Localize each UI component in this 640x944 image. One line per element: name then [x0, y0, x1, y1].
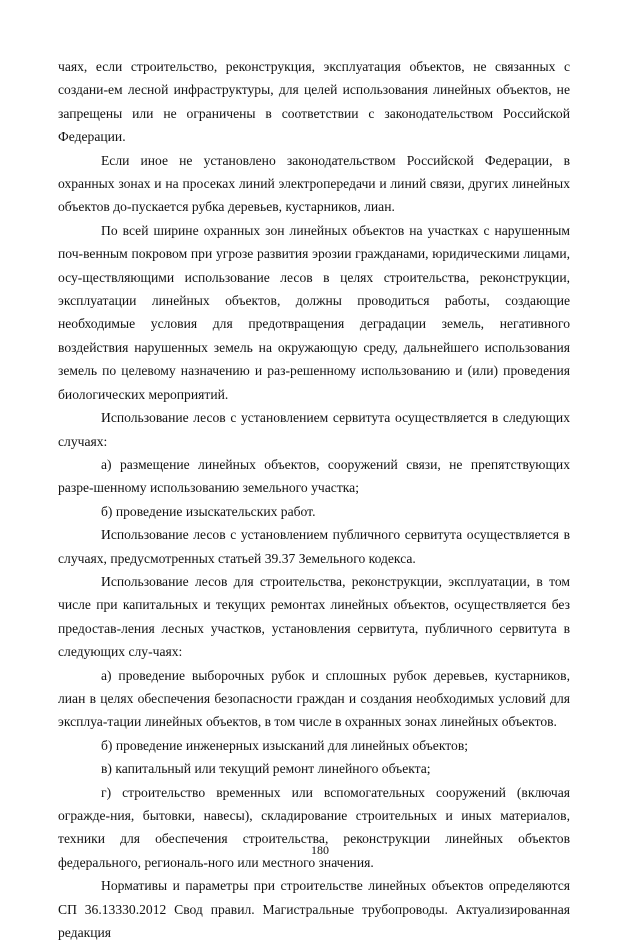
list-item: б) проведение инженерных изысканий для линейных объектов; [101, 737, 469, 753]
list-item: в) капитальный или текущий ремонт линейного объекта; [101, 761, 431, 777]
list-item: г) строительство временных или вспомогательных сооружений (включая огражде-ния, бытовки, навесы), складирование строительных и иных материалов, техники для обеспечения строительства, реконструкции линейных объектов федерального, региональ-ного или местного значения. [58, 784, 570, 870]
list-item: а) размещение линейных объектов, сооружений связи, не препятствующих разре-шенному использованию земельного участка; [58, 456, 570, 496]
page-number: 180 [311, 843, 329, 857]
paragraph: Использование лесов для строительства, реконструкции, эксплуатации, в том числе при капитальных и текущих ремонтах линейных объектов, осуществляется без предостав-ления лесных участков, установления сервитута, публичного сервитута в следующих слу-чаях: [58, 573, 570, 660]
paragraph: Использование лесов с установлением сервитута осуществляется в следующих случаях: [58, 410, 570, 449]
body-text [58, 55, 570, 944]
paragraph: Использование лесов с установлением публичного сервитута осуществляется в случаях, предусмотренных статьей 39.37 Земельного кодекса. [58, 527, 570, 566]
paragraph: Нормативы и параметры при строительстве линейных объектов определяются СП 36.13330.2012 Свод правил. Магистральные трубопроводы. Актуализированная редакция [58, 878, 570, 941]
list-item: а) проведение выборочных рубок и сплошных рубок деревьев, кустарников, лиан в целях обеспечения безопасности граждан и создания необходимых условий для эксплуа-тации линейных объектов, в том числе в охранных зонах линейных объектов. [58, 667, 570, 730]
paragraph-continuation: чаях, если строительство, реконструкция, эксплуатация объектов, не связанных с создани-ем лесной инфраструктуры, для целей использования линейных объектов, не запрещены или не ограничены в соответствии с законодательством Российской Федерации. [58, 59, 570, 145]
paragraph: По всей ширине охранных зон линейных объектов на участках с нарушенным поч-венным покровом при угрозе развития эрозии гражданами, юридическими лицами, осу-ществляющими использование лесов в целях строительства, реконструкции, эксплуатации линейных объектов, должны проводиться работы, создающие необходимые условия для предотвращения деградации земель, негативного воздействия нарушенных земель на окружающую среду, дальнейшего использования земель по целевому назначению и раз-решенному использованию и (или) проведения биологических мероприятий. [58, 222, 570, 402]
list-item: б) проведение изыскательских работ. [101, 503, 316, 519]
paragraph: Если иное не установлено законодательством Российской Федерации, в охранных зонах и на просеках линий электропередачи и линий связи, других линейных объектов до-пускается рубка деревьев, кустарников, лиан. [58, 152, 570, 215]
